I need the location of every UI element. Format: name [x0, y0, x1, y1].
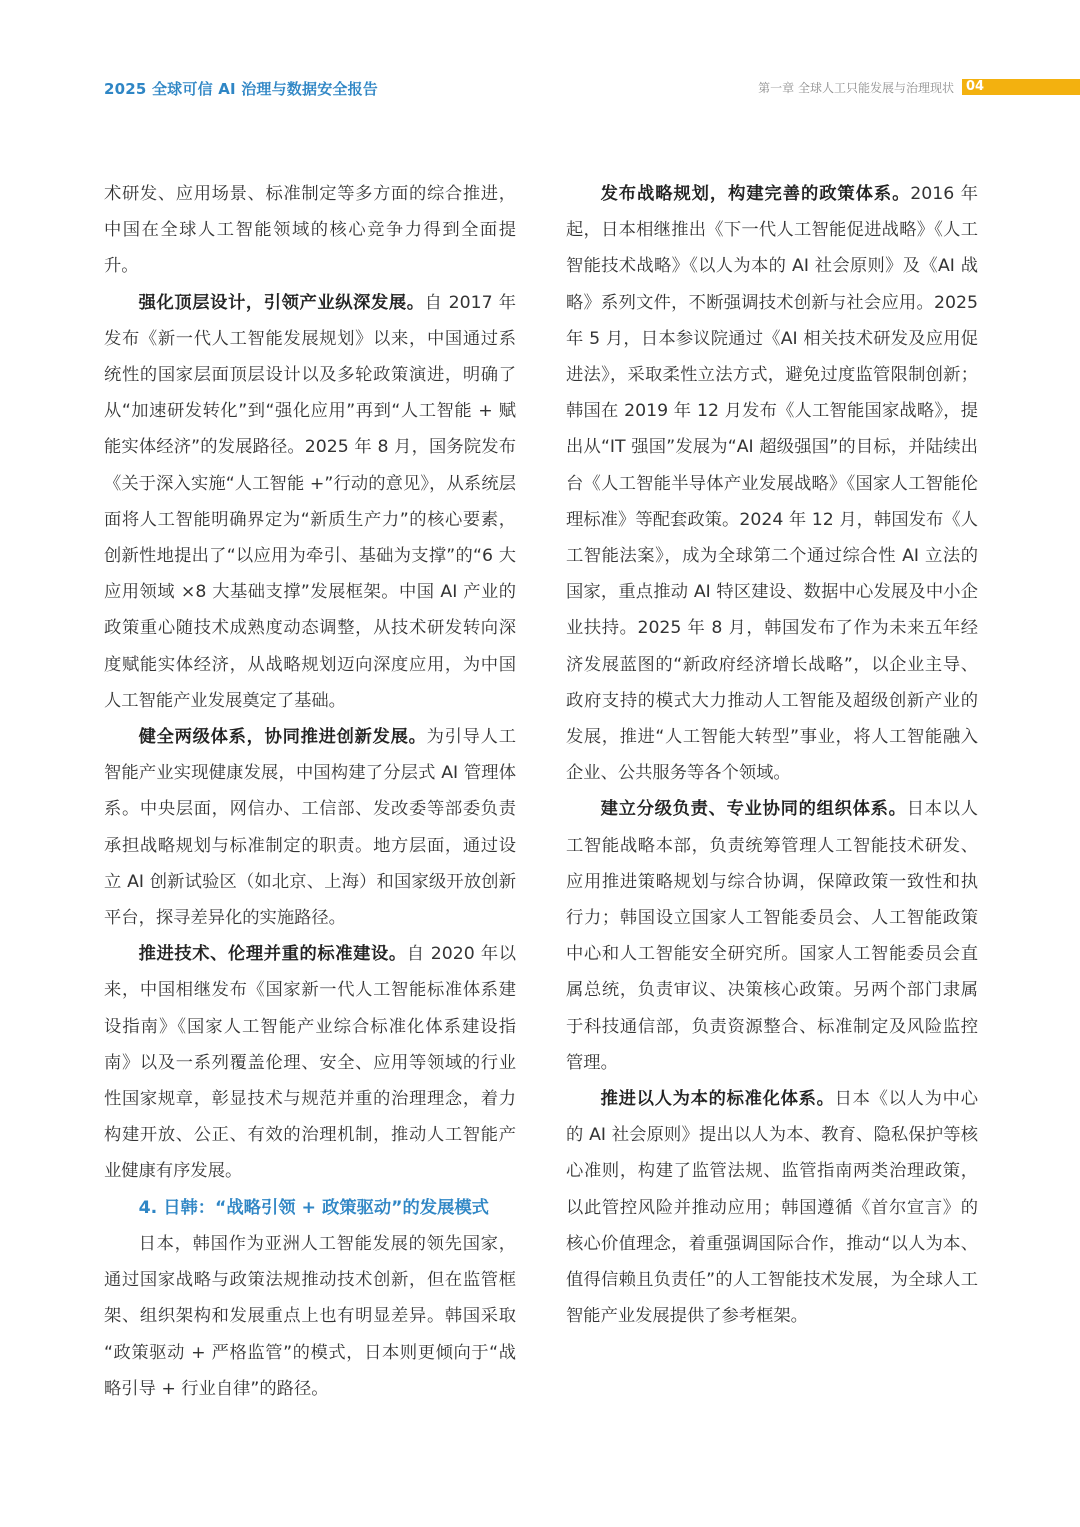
paragraph-lead: 推进以人为本的标准化体系。 — [600, 1089, 835, 1110]
paragraph-standards — [104, 936, 516, 1189]
paragraph-lead: 建立分级负责、专业协同的组织体系。 — [600, 799, 907, 820]
page-number-tab: 04 — [962, 79, 1080, 95]
paragraph-body: 2016 年起，日本相继推出《下一代人工智能促进战略》《人工智能技术战略》《以人为本的 AI 社会原则》及《AI 战略》系列文件，不断强调技术创新与社会应用。2025 年 5 月，日本参议院通过《AI 相关技术研发及应用促进法》，采取柔性立法方式，避免过度监管限制创新；韩国在 2019 年 12 月发布《人工智能国家战略》，提出从“IT 强国”发展为“AI 超级强国”的目标，并陆续出台《人工智能半导体产业发展战略》《国家人工智能伦理标准》等配套政策。2024 年 12 月，韩国发布《人工智能法案》，成为全球第二个通过综合性 AI 立法的国家，重点推动 AI 特区建设、数据中心发展及中小企业扶持。2025 年 8 月，韩国发布了作为未来五年经济发展蓝图的“新政府经济增长战略”，以企业主导、政府支持的模式大力推动人工智能及超级创新产业的发展，推进“人工智能大转型”事业，将人工智能融入企业、公共服务等各个领域。 — [566, 184, 978, 784]
chapter-title: 第一章 全球人工只能发展与治理现状 — [758, 80, 954, 95]
left-column — [104, 176, 516, 1407]
paragraph-human-centric — [566, 1081, 978, 1334]
paragraph-strategy-planning — [566, 176, 978, 791]
paragraph-lead: 发布战略规划，构建完善的政策体系。 — [600, 184, 911, 204]
paragraph-body: 自 2020 年以来，中国相继发布《国家新一代人工智能标准体系建设指南》《国家人工智能产业综合标准化体系建设指南》以及一系列覆盖伦理、安全、应用等领域的行业性国家规章，彰显技术与规范并重的治理理念，着力构建开放、公正、有效的治理机制，推动人工智能产业健康有序发展。 — [104, 944, 516, 1182]
paragraph-body: 自 2017 年发布《新一代人工智能发展规划》以来，中国通过系统性的国家层面顶层设计以及多轮政策演进，明确了从“加速研发转化”到“强化应用”再到“人工智能 + 赋能实体经济”的发展路径。2025 年 8 月，国务院发布《关于深入实施“人工智能 +”行动的意见》，从系统层面将人工智能明确界定为“新质生产力”的核心要素，创新性地提出了“以应用为牵引、基础为支撑”的“6 大应用领域 ×8 大基础支撑”发展框架。中国 AI 产业的政策重心随技术成熟度动态调整，从技术研发转向深度赋能实体经济，从战略规划迈向深度应用，为中国人工智能产业发展奠定了基础。 — [104, 292, 516, 711]
paragraph-japan-korea-intro: 日本，韩国作为亚洲人工智能发展的领先国家，通过国家战略与政策法规推动技术创新，但在监管框架、组织架构和发展重点上也有明显差异。韩国采取 “政策驱动 + 严格监管”的模式，日本则更倾向于“战略引导 + 行业自律”的路径。 — [104, 1233, 516, 1399]
page-header — [0, 0, 1080, 130]
paragraph-body: 为引导人工智能产业实现健康发展，中国构建了分层式 AI 管理体系。中央层面，网信办、工信部、发改委等部委负责承担战略规划与标准制定的职责。地方层面，通过设立 AI 创新试验区（如北京、上海）和国家级开放创新平台，探寻差异化的实施路径。 — [104, 727, 516, 929]
chapter-indicator — [758, 78, 1080, 96]
paragraph-lead: 强化顶层设计，引领产业纵深发展。 — [138, 292, 425, 313]
paragraph-organization — [566, 791, 978, 1081]
paragraph-top-level-design — [104, 285, 516, 719]
paragraph-body: 日本以人工智能战略本部，负责统筹管理人工智能技术研发、应用推进策略规划与综合协调，保障政策一致性和执行力；韩国设立国家人工智能委员会、人工智能政策中心和人工智能安全研究所。国家人工智能委员会直属总统，负责审议、决策核心政策。另两个部门隶属于科技通信部，负责资源整合、标准制定及风险监控管理。 — [566, 799, 978, 1073]
paragraph-lead: 健全两级体系，协同推进创新发展。 — [138, 727, 427, 748]
report-title: 2025 全球可信 AI 治理与数据安全报告 — [104, 80, 379, 98]
paragraph-continued: 术研发、应用场景、标准制定等多方面的综合推进，中国在全球人工智能领域的核心竞争力得到全面提升。 — [104, 184, 516, 277]
paragraph-body: 日本《以人为中心的 AI 社会原则》提出以人为本、教育、隐私保护等核心准则，构建了监管法规、监管指南两类治理政策，以此管控风险并推动应用；韩国遵循《首尔宣言》的核心价值理念，着重强调国际合作，推动“以人为本、值得信赖且负责任”的人工智能技术发展，为全球人工智能产业发展提供了参考框架。 — [566, 1089, 978, 1327]
paragraph-lead: 推进技术、伦理并重的标准建设。 — [138, 944, 407, 965]
section-heading: 4. 日韩：“战略引领 + 政策驱动”的发展模式 — [138, 1197, 489, 1218]
right-column — [566, 176, 978, 1335]
paragraph-two-tier-system — [104, 719, 516, 936]
